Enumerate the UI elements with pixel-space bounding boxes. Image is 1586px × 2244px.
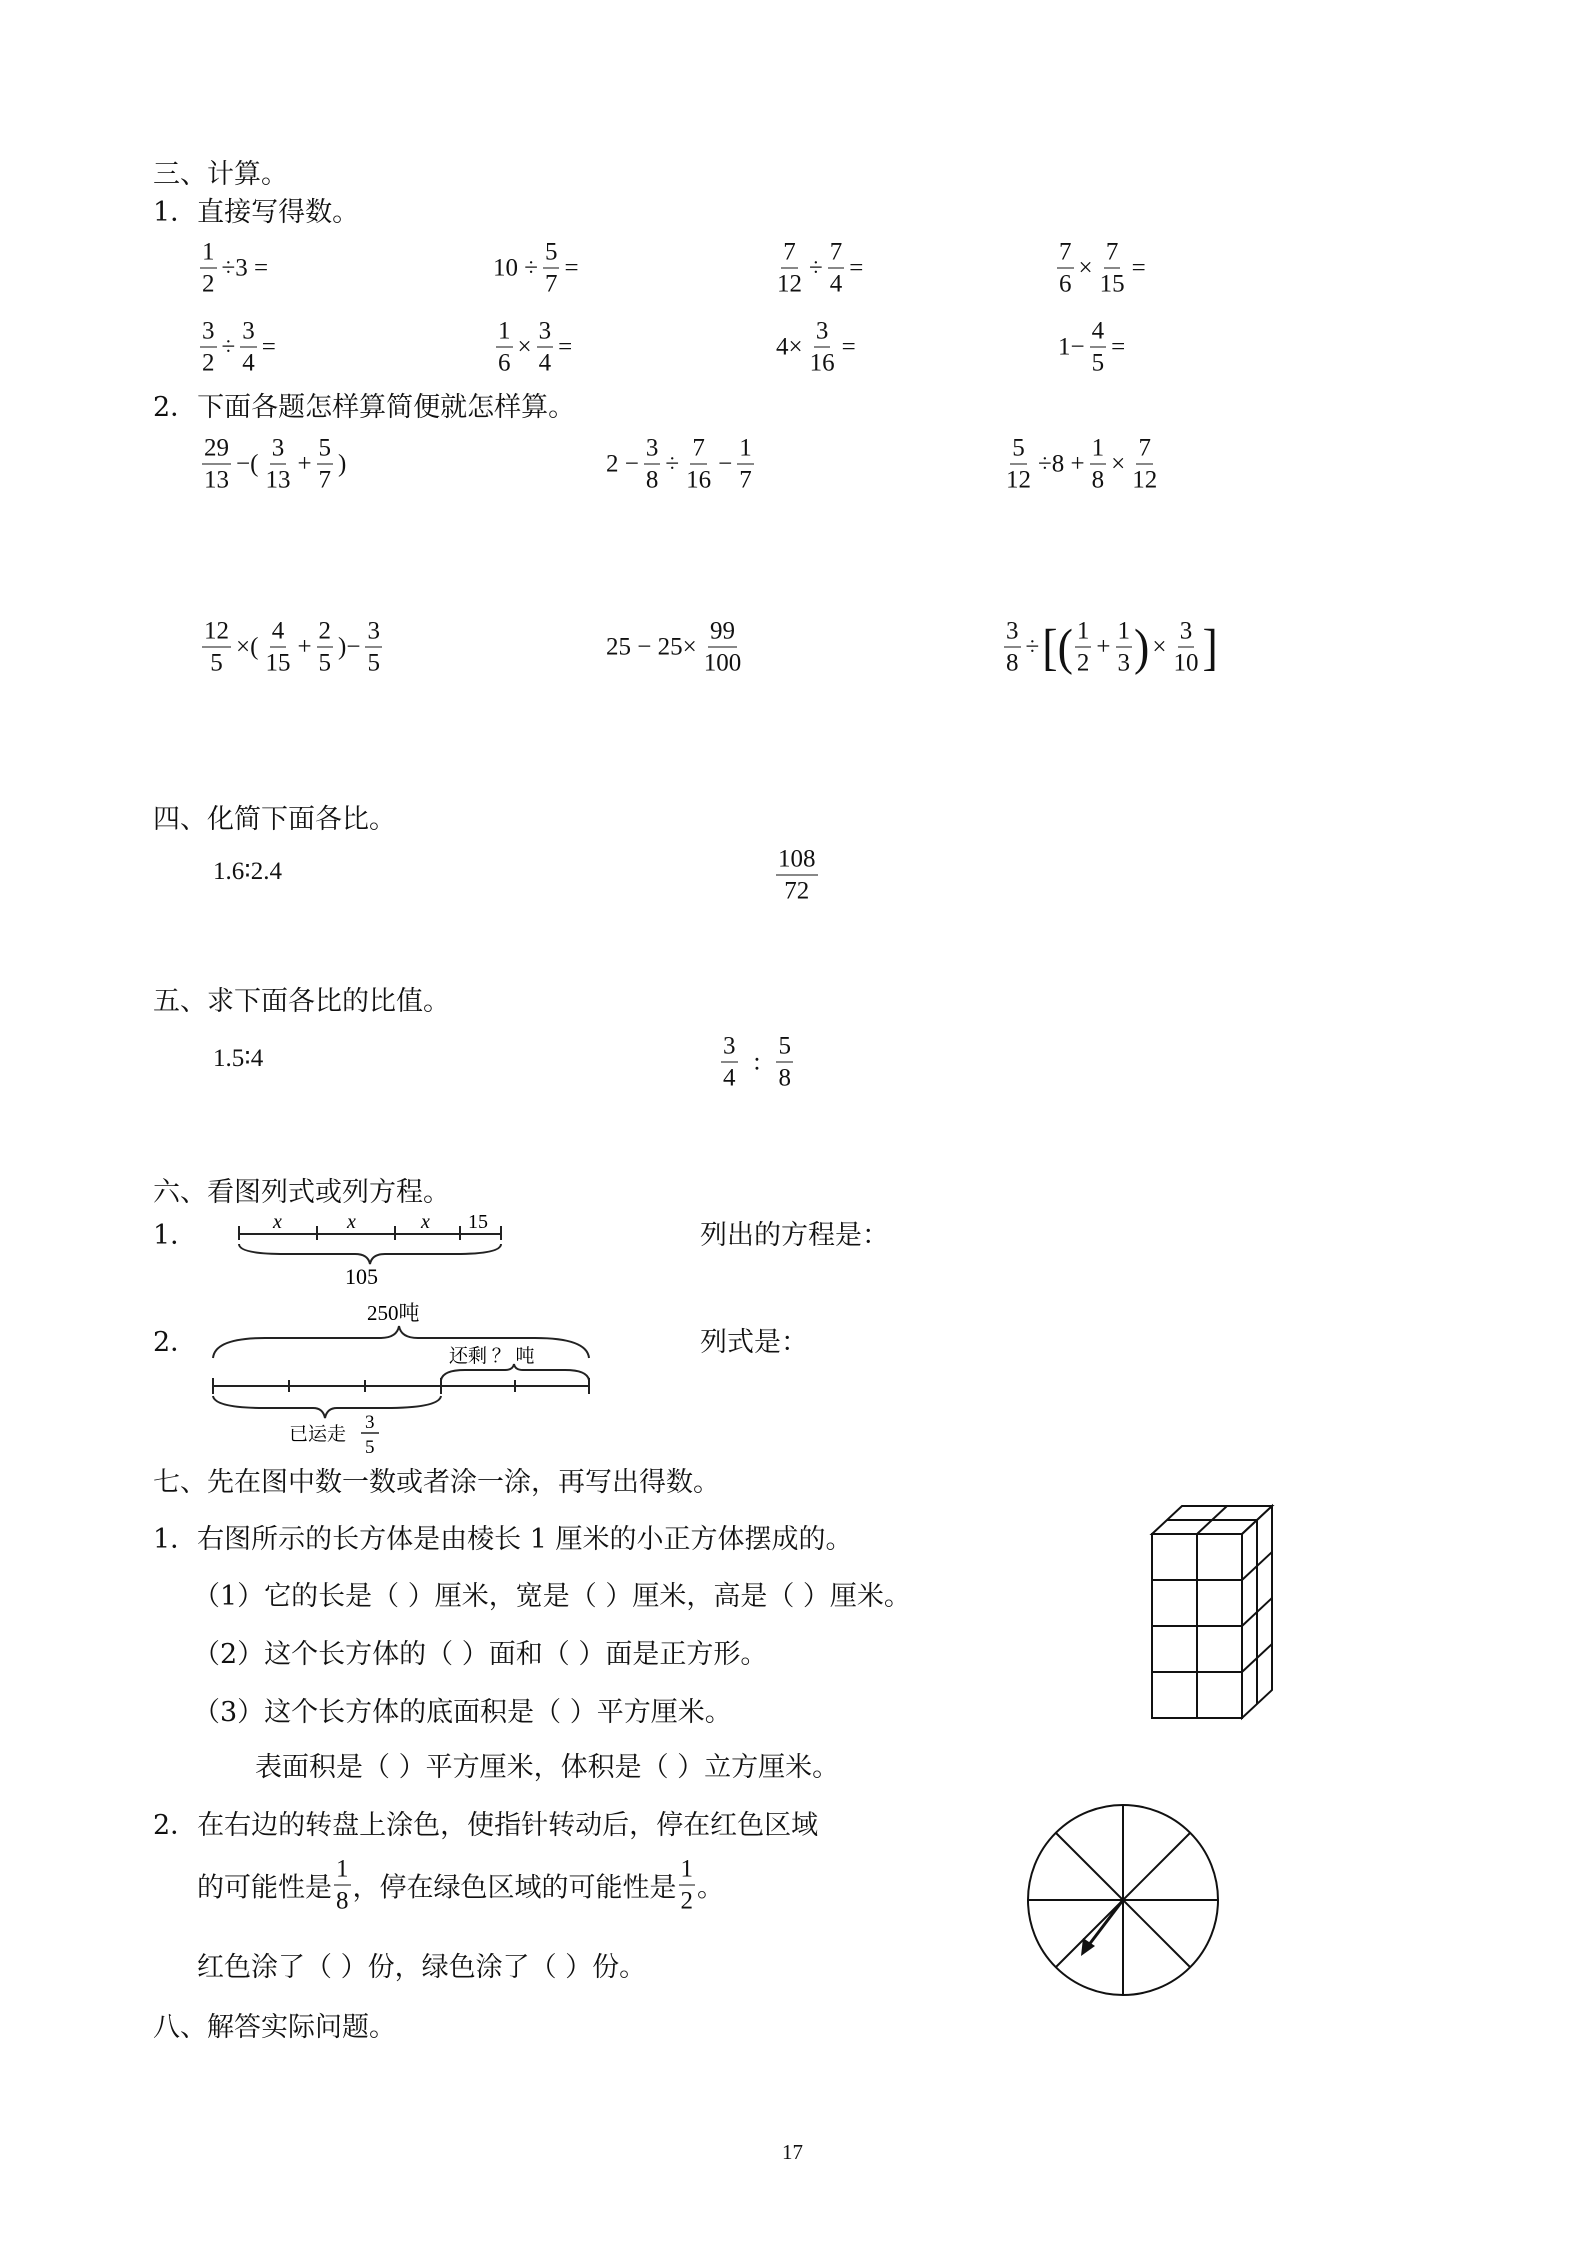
math-operator: = <box>558 333 573 360</box>
fraction <box>240 319 257 376</box>
denominator: 12 <box>777 270 802 298</box>
numerator: 3 <box>365 619 382 648</box>
numerator: 1 <box>1075 619 1092 648</box>
numerator: 1 <box>200 240 217 269</box>
remain-label: 还剩 ？ 吨 <box>449 1346 535 1367</box>
math-operator: ÷3 = <box>221 254 269 281</box>
sec7-q2-line3: 红色涂了（ ）份，绿色涂了（ ）份。 <box>197 1952 647 1983</box>
expression-prompt: 列式是： <box>700 1327 808 1358</box>
segment-x-3: x <box>421 1211 430 1233</box>
numerator: 108 <box>776 847 818 876</box>
numerator: 7 <box>1104 240 1121 269</box>
fraction <box>644 436 661 493</box>
q2-expr-6 <box>1002 619 1218 676</box>
fraction <box>202 619 231 676</box>
spinner-wheel <box>1023 1800 1223 2000</box>
math-operator: + <box>1096 633 1111 660</box>
q2-expr-4 <box>200 619 384 676</box>
sec7-q2: 2．在右边的转盘上涂色，使指针转动后，停在红色区域 <box>153 1810 819 1841</box>
math-operator: 4× <box>776 333 803 360</box>
numerator: 7 <box>690 436 707 465</box>
numerator: 5 <box>1010 436 1027 465</box>
cuboid-figure <box>1148 1500 1278 1730</box>
q1-heading: 1．直接写得数。 <box>153 197 360 228</box>
denominator: 8 <box>778 1064 791 1092</box>
q1-expr-7 <box>773 319 859 376</box>
fraction <box>1130 436 1159 493</box>
math-operator: ×( <box>236 633 259 660</box>
numerator: 3 <box>1178 619 1195 648</box>
denominator: 7 <box>739 466 752 494</box>
q1-expr-6 <box>494 319 575 376</box>
q1-expr-4 <box>1055 240 1149 297</box>
math-operator: = <box>849 254 864 281</box>
fraction <box>202 436 231 493</box>
denominator: 4 <box>242 349 255 377</box>
denominator: 8 <box>1006 649 1019 677</box>
fraction <box>263 619 292 676</box>
denominator: 12 <box>1132 466 1158 494</box>
denominator: 12 <box>1006 466 1031 494</box>
numerator: 7 <box>828 240 845 269</box>
denominator: 6 <box>498 349 511 377</box>
q2-expr-2 <box>603 436 756 493</box>
numerator: 3 <box>721 1034 738 1063</box>
math-operator: −( <box>236 450 259 477</box>
text-part: ，停在绿色区域的可能性是 <box>352 1872 677 1904</box>
denominator: 8 <box>645 466 659 494</box>
fraction-108-72 <box>774 847 820 904</box>
segment-diagram-1 <box>225 1208 510 1288</box>
moved-frac-num: 3 <box>365 1412 375 1433</box>
numerator: 1 <box>737 436 754 465</box>
fraction <box>496 319 513 376</box>
denominator: 15 <box>1099 270 1125 298</box>
numerator: 1 <box>496 319 513 348</box>
fraction <box>1004 619 1021 676</box>
numerator: 5 <box>776 1034 793 1063</box>
numerator: 1 <box>1116 619 1133 648</box>
q2-expr-5 <box>603 619 745 676</box>
numerator: 3 <box>814 319 831 348</box>
denominator: 8 <box>336 1887 349 1915</box>
numerator: 3 <box>1004 619 1021 648</box>
denominator: 7 <box>544 270 558 298</box>
ratio-1-5-4: 1.5∶4 <box>213 1045 264 1072</box>
math-operator: 1− <box>1058 333 1085 360</box>
numerator: 4 <box>270 619 287 648</box>
denominator: 4 <box>829 270 843 298</box>
q2-expr-1 <box>200 436 349 493</box>
math-operator: ÷8 + <box>1038 450 1085 477</box>
math-operator: + <box>297 633 312 660</box>
math-operator: 10 ÷ <box>493 254 538 281</box>
spinner-pointer <box>1085 1900 1123 1950</box>
numerator: 29 <box>202 436 231 465</box>
segment-x-2: x <box>347 1211 356 1233</box>
denominator: 2 <box>680 1887 693 1915</box>
math-operator: ÷ <box>809 254 823 281</box>
denominator: 15 <box>265 649 291 677</box>
section-8-title: 八、解答实际问题。 <box>153 2012 396 2043</box>
denominator: 10 <box>1173 649 1199 677</box>
moved-frac-den: 5 <box>365 1437 375 1458</box>
q1-expr-8 <box>1055 319 1128 376</box>
math-operator: = <box>1111 333 1126 360</box>
q1-expr-5 <box>198 319 279 376</box>
denominator: 13 <box>265 466 291 494</box>
math-operator: = <box>841 333 856 360</box>
denominator: 7 <box>318 466 332 494</box>
numerator: 3 <box>240 319 257 348</box>
fraction <box>317 619 334 676</box>
sec7-q1-sub4: 表面积是（ ）平方厘米，体积是（ ）立方厘米。 <box>255 1752 840 1783</box>
numerator: 1 <box>334 1857 351 1886</box>
total-250: 250吨 <box>367 1301 420 1325</box>
item-number-1: 1． <box>153 1220 198 1251</box>
q1-expr-1 <box>198 240 271 297</box>
denominator: 13 <box>204 466 229 494</box>
fraction <box>200 240 217 297</box>
fraction <box>1116 619 1133 676</box>
numerator: 3 <box>270 436 287 465</box>
numerator: 3 <box>200 319 217 348</box>
equation-prompt: 列出的方程是： <box>700 1220 889 1251</box>
fraction <box>737 436 754 493</box>
math-operator: = <box>1131 254 1146 281</box>
numerator: 2 <box>317 619 334 648</box>
fraction <box>684 436 713 493</box>
fraction <box>1098 240 1127 297</box>
fraction <box>775 240 804 297</box>
math-operator: = <box>261 333 276 360</box>
bracket: [ <box>1042 618 1058 675</box>
sec7-q1: 1．右图所示的长方体是由棱长 1 厘米的小正方体摆成的。 <box>153 1524 853 1555</box>
bracket: ( <box>1057 618 1073 675</box>
math-operator: ÷ <box>1025 633 1040 660</box>
math-operator: ÷ <box>665 450 680 477</box>
fraction <box>1171 619 1200 676</box>
math-operator: ÷ <box>221 333 236 360</box>
fraction <box>543 240 560 297</box>
section-3-title: 三、计算。 <box>153 159 288 190</box>
brace-total <box>239 1244 501 1264</box>
section-7-title: 七、先在图中数一数或者涂一涂，再写出得数。 <box>153 1467 720 1498</box>
math-operator: − <box>718 450 733 477</box>
sec7-q1-sub2: （2）这个长方体的（ ）面和（ ）面是正方形。 <box>193 1639 768 1670</box>
numerator: 3 <box>644 436 661 465</box>
q1-expr-3 <box>773 240 866 297</box>
numerator: 5 <box>543 240 560 269</box>
numerator: 5 <box>317 436 334 465</box>
numerator: 3 <box>537 319 554 348</box>
numerator: 4 <box>1090 319 1107 348</box>
denominator: 2 <box>202 349 215 377</box>
denominator: 2 <box>1076 649 1090 677</box>
numerator: 7 <box>781 240 798 269</box>
fraction <box>1090 436 1107 493</box>
numerator: 1 <box>679 1857 696 1886</box>
text-part: 。 <box>697 1872 724 1904</box>
q1-expr-2 <box>490 240 582 297</box>
denominator: 4 <box>723 1064 736 1092</box>
sec7-q1-sub3: （3）这个长方体的底面积是（ ）平方厘米。 <box>193 1697 732 1728</box>
section-5-title: 五、求下面各比的比值。 <box>153 986 450 1017</box>
segment-diagram-2 <box>205 1290 600 1460</box>
fraction <box>1090 319 1107 376</box>
numerator: 7 <box>1136 436 1153 465</box>
denominator: 72 <box>784 877 810 905</box>
segment-total-105: 105 <box>345 1264 378 1288</box>
item-number-2: 2． <box>153 1327 198 1358</box>
segment-15: 15 <box>468 1211 488 1233</box>
denominator: 3 <box>1117 649 1130 677</box>
denominator: 16 <box>686 466 712 494</box>
denominator: 5 <box>318 649 332 677</box>
denominator: 5 <box>367 649 380 677</box>
q2-expr-3 <box>1002 436 1161 493</box>
math-operator: × <box>1111 450 1126 477</box>
section-4-title: 四、化简下面各比。 <box>153 804 396 835</box>
denominator: 6 <box>1059 270 1072 298</box>
math-operator: × <box>1152 633 1167 660</box>
math-operator: ) <box>338 450 347 477</box>
bracket: ] <box>1202 618 1218 675</box>
denominator: 2 <box>202 270 215 298</box>
ratio-1-6-2-4: 1.6∶2.4 <box>213 858 283 885</box>
numerator: 7 <box>1057 240 1074 269</box>
math-operator: )− <box>338 633 361 660</box>
denominator: 8 <box>1091 466 1105 494</box>
denominator: 5 <box>210 649 223 677</box>
fraction <box>537 319 554 376</box>
section-6-title: 六、看图列式或列方程。 <box>153 1177 450 1208</box>
fraction <box>1004 436 1033 493</box>
q2-heading: 2．下面各题怎样算简便就怎样算。 <box>153 392 576 423</box>
math-operator: + <box>297 450 312 477</box>
numerator: 1 <box>1090 436 1107 465</box>
fraction <box>828 240 845 297</box>
segment-x-1: x <box>273 1211 282 1233</box>
fraction <box>808 319 837 376</box>
math-operator: 25 − 25× <box>606 633 697 660</box>
bracket: ) <box>1134 618 1150 675</box>
fraction <box>263 436 292 493</box>
ratio-colon: : <box>753 1048 761 1075</box>
moved-label: 已运走 <box>289 1424 347 1445</box>
math-operator: 2 − <box>606 450 639 477</box>
sec7-q2-line2 <box>197 1857 724 1914</box>
fraction <box>200 319 217 376</box>
denominator: 5 <box>1091 349 1105 377</box>
math-operator: × <box>1078 254 1093 281</box>
numerator: 12 <box>202 619 231 648</box>
fraction <box>365 619 382 676</box>
denominator: 16 <box>809 349 835 377</box>
denominator: 100 <box>703 649 742 677</box>
ratio-3-4-5-8 <box>719 1034 795 1091</box>
page-number: 17 <box>782 2140 803 2164</box>
math-operator: × <box>517 333 532 360</box>
fraction <box>1075 619 1092 676</box>
denominator: 4 <box>538 349 552 377</box>
sec7-q1-sub1: （1）它的长是（ ）厘米，宽是（ ）厘米，高是（ ）厘米。 <box>193 1581 911 1612</box>
fraction <box>1057 240 1074 297</box>
fraction <box>702 619 744 676</box>
math-operator: = <box>564 254 579 281</box>
numerator: 99 <box>708 619 737 648</box>
fraction <box>317 436 334 493</box>
text-part: 的可能性是 <box>197 1872 332 1904</box>
